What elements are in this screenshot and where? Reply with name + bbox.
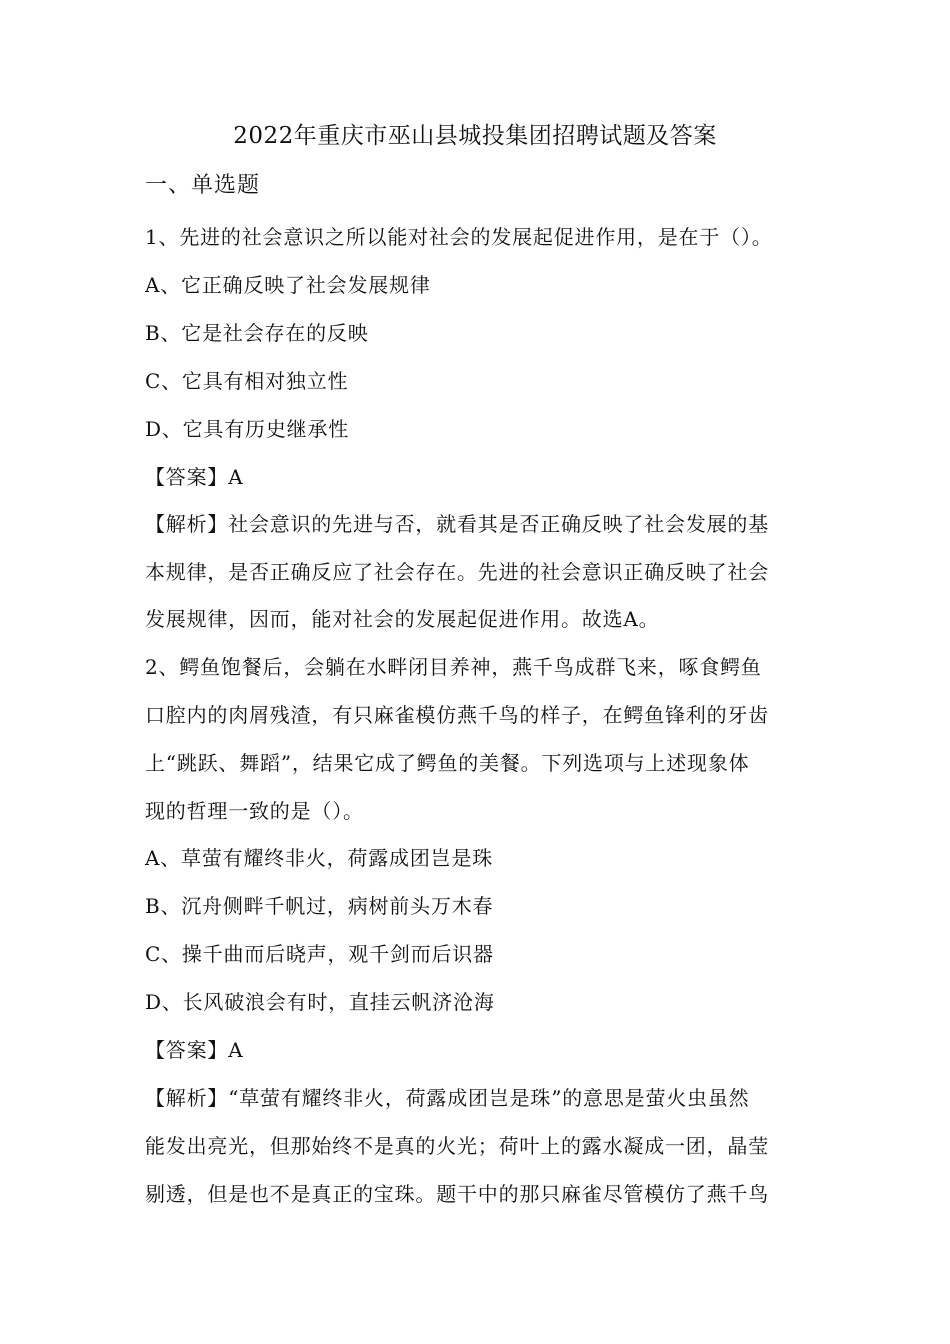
question-1-analysis-line: 发展规律，因而，能对社会的发展起促进作用。故选A。 [145,607,660,631]
question-2-analysis-line: 剔透，但是也不是真正的宝珠。题干中的那只麻雀尽管模仿了燕千鸟 [145,1182,769,1206]
question-2-text-line: 上“跳跃、舞蹈”，结果它成了鳄鱼的美餐。下列选项与上述现象体 [145,751,750,775]
question-2-analysis-line: 【解析】“草萤有耀终非火，荷露成团岂是珠”的意思是萤火虫虽然 [145,1086,750,1110]
question-1-option-a: A、它正确反映了社会发展规律 [145,273,431,297]
question-1-text: 1、先进的社会意识之所以能对社会的发展起促进作用，是在于（）。 [145,225,773,249]
question-2-option-b: B、沉舟侧畔千帆过，病树前头万木春 [145,894,494,918]
question-1-analysis-line: 本规律，是否正确反应了社会存在。先进的社会意识正确反映了社会 [145,560,769,584]
question-2-text-line: 2、鳄鱼饱餐后，会躺在水畔闭目养神，燕千鸟成群飞来，啄食鳄鱼 [145,655,762,679]
question-1-option-b: B、它是社会存在的反映 [145,321,369,345]
question-2-text-line: 口腔内的肉屑残渣，有只麻雀模仿燕千鸟的样子，在鳄鱼锋利的牙齿 [145,703,769,727]
question-1-analysis-line: 【解析】社会意识的先进与否，就看其是否正确反映了社会发展的基 [145,512,769,536]
question-2-option-d: D、长风破浪会有时，直挂云帆济沧海 [145,990,495,1014]
question-2-text-line: 现的哲理一致的是（）。 [145,799,364,823]
question-2-option-c: C、操千曲而后晓声，观千剑而后识器 [145,942,494,966]
question-2-option-a: A、草萤有耀终非火，荷露成团岂是珠 [145,846,494,870]
question-1-option-c: C、它具有相对独立性 [145,369,349,393]
question-2-answer: 【答案】A [145,1038,244,1062]
question-2-analysis-line: 能发出亮光，但那始终不是真的火光；荷叶上的露水凝成一团，晶莹 [145,1134,769,1158]
section-heading: 一、单选题 [145,173,261,198]
question-1-option-d: D、它具有历史继承性 [145,417,350,441]
question-1-answer: 【答案】A [145,465,244,489]
document-title: 2022年重庆市巫山县城投集团招聘试题及答案 [233,123,717,149]
